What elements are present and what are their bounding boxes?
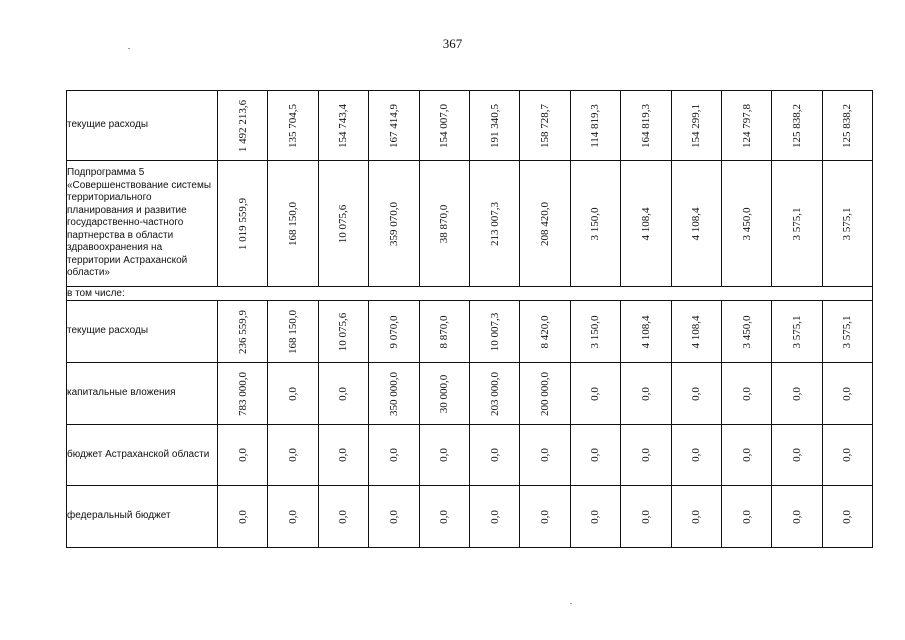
- value-text: 0,0: [387, 448, 400, 462]
- value-cell: [520, 161, 570, 287]
- value-text: 124 797,8: [740, 103, 753, 148]
- value-text: 0,0: [589, 386, 602, 401]
- value-text: 1 492 213,6: [236, 99, 249, 152]
- value-cell: [469, 301, 519, 363]
- value-text: 3 150,0: [589, 315, 602, 348]
- value-text: 168 150,0: [287, 201, 300, 246]
- value-cell: [621, 425, 671, 486]
- value-text: 1 019 559,9: [236, 197, 249, 250]
- value-cell: [469, 363, 519, 425]
- value-cell: [520, 363, 570, 425]
- value-cell: [671, 301, 721, 363]
- value-cell: [721, 301, 771, 363]
- value-cell: [822, 301, 872, 363]
- value-text: 4 108,4: [690, 207, 703, 240]
- value-text: 10 075,6: [337, 204, 350, 243]
- value-cell: [822, 363, 872, 425]
- value-cell: [369, 425, 419, 486]
- value-cell: [772, 301, 822, 363]
- value-cell: [218, 161, 268, 287]
- value-text: 125 838,2: [841, 103, 854, 148]
- value-cell: [318, 363, 368, 425]
- value-cell: [721, 161, 771, 287]
- value-cell: [369, 91, 419, 161]
- value-text: 0,0: [387, 509, 400, 524]
- value-text: 0,0: [639, 509, 652, 524]
- value-cell: [268, 301, 318, 363]
- value-text: 0,0: [539, 448, 552, 462]
- value-text: 125 838,2: [790, 103, 803, 148]
- value-text: 0,0: [740, 509, 753, 524]
- value-text: 8 420,0: [539, 315, 552, 348]
- value-text: 783 000,0: [236, 371, 249, 416]
- value-text: 0,0: [790, 386, 803, 401]
- value-text: 0,0: [790, 509, 803, 524]
- value-text: 200 000,0: [539, 371, 552, 416]
- value-text: 3 450,0: [740, 207, 753, 240]
- value-cell: [772, 363, 822, 425]
- value-text: 158 728,7: [539, 103, 552, 148]
- value-cell: [469, 425, 519, 486]
- value-text: 191 340,5: [488, 103, 501, 148]
- value-cell: [369, 301, 419, 363]
- value-text: 0,0: [690, 509, 703, 524]
- value-text: 213 007,3: [488, 201, 501, 246]
- value-text: 38 870,0: [438, 204, 451, 243]
- value-text: 203 000,0: [488, 371, 501, 416]
- value-cell: [822, 161, 872, 287]
- value-cell: [318, 301, 368, 363]
- value-text: 9 070,0: [387, 315, 400, 348]
- value-text: 0,0: [539, 509, 552, 524]
- value-text: 0,0: [488, 448, 501, 462]
- value-text: 30 000,0: [438, 374, 451, 413]
- value-cell: [520, 425, 570, 486]
- value-cell: [621, 161, 671, 287]
- value-text: 0,0: [438, 448, 451, 462]
- value-cell: [318, 91, 368, 161]
- value-text: 4 108,4: [639, 207, 652, 240]
- value-text: 168 150,0: [287, 309, 300, 354]
- value-text: 3 450,0: [740, 315, 753, 348]
- value-text: 0,0: [690, 448, 703, 462]
- value-cell: [822, 486, 872, 548]
- value-cell: [721, 486, 771, 548]
- value-cell: [318, 486, 368, 548]
- value-text: 167 414,9: [387, 103, 400, 148]
- value-text: 3 575,1: [841, 207, 854, 240]
- row-label: федеральный бюджет: [67, 486, 218, 548]
- value-text: 0,0: [841, 448, 854, 462]
- value-cell: [218, 425, 268, 486]
- value-text: 154 299,1: [690, 103, 703, 148]
- value-cell: [469, 161, 519, 287]
- value-text: 350 000,0: [387, 371, 400, 416]
- value-cell: [621, 301, 671, 363]
- value-text: 3 575,1: [790, 207, 803, 240]
- value-cell: [570, 486, 620, 548]
- value-text: 0,0: [438, 509, 451, 524]
- value-text: 0,0: [337, 509, 350, 524]
- value-cell: [419, 486, 469, 548]
- value-cell: [772, 91, 822, 161]
- scan-speck: [570, 603, 572, 604]
- value-cell: [570, 301, 620, 363]
- value-text: 0,0: [236, 509, 249, 524]
- table-row: [67, 301, 873, 363]
- value-cell: [621, 91, 671, 161]
- value-cell: [268, 91, 318, 161]
- value-text: 0,0: [841, 386, 854, 401]
- value-text: 10 007,3: [488, 312, 501, 351]
- value-text: 0,0: [639, 448, 652, 462]
- value-cell: [621, 363, 671, 425]
- value-text: 0,0: [841, 509, 854, 524]
- value-cell: [218, 301, 268, 363]
- value-text: 0,0: [287, 386, 300, 401]
- value-cell: [621, 486, 671, 548]
- value-text: 154 007,0: [438, 103, 451, 148]
- value-text: 208 420,0: [539, 201, 552, 246]
- value-cell: [671, 161, 721, 287]
- value-cell: [419, 425, 469, 486]
- value-text: 3 575,1: [790, 315, 803, 348]
- value-cell: [318, 161, 368, 287]
- table-row: [67, 287, 873, 301]
- value-cell: [721, 91, 771, 161]
- value-cell: [520, 301, 570, 363]
- value-text: 0,0: [639, 386, 652, 401]
- value-text: 135 704,5: [287, 103, 300, 148]
- row-label: текущие расходы: [67, 91, 218, 161]
- value-cell: [218, 91, 268, 161]
- value-cell: [772, 161, 822, 287]
- value-cell: [369, 363, 419, 425]
- value-text: 8 870,0: [438, 315, 451, 348]
- value-cell: [369, 486, 419, 548]
- value-text: 4 108,4: [690, 315, 703, 348]
- row-label: текущие расходы: [67, 301, 218, 363]
- value-cell: [318, 425, 368, 486]
- value-cell: [419, 161, 469, 287]
- value-cell: [369, 161, 419, 287]
- value-text: 0,0: [287, 448, 300, 462]
- value-text: 3 575,1: [841, 315, 854, 348]
- value-cell: [469, 486, 519, 548]
- table-row: [67, 91, 873, 161]
- value-cell: [772, 425, 822, 486]
- value-cell: [268, 363, 318, 425]
- value-cell: [218, 363, 268, 425]
- value-text: 4 108,4: [639, 315, 652, 348]
- value-text: 0,0: [236, 448, 249, 462]
- table-row: [67, 425, 873, 486]
- table-row: [67, 161, 873, 287]
- value-text: 0,0: [740, 386, 753, 401]
- table-row: [67, 363, 873, 425]
- table-row: [67, 486, 873, 548]
- value-text: 0,0: [740, 448, 753, 462]
- value-cell: [671, 425, 721, 486]
- value-cell: [570, 425, 620, 486]
- value-text: 0,0: [790, 448, 803, 462]
- value-text: 359 070,0: [387, 201, 400, 246]
- value-text: 0,0: [337, 448, 350, 462]
- value-cell: [419, 91, 469, 161]
- value-text: 3 150,0: [589, 207, 602, 240]
- value-cell: [721, 425, 771, 486]
- value-cell: [671, 91, 721, 161]
- value-cell: [822, 425, 872, 486]
- value-cell: [570, 363, 620, 425]
- value-cell: [419, 363, 469, 425]
- value-text: 236 559,9: [236, 309, 249, 354]
- value-cell: [419, 301, 469, 363]
- value-text: 0,0: [287, 509, 300, 524]
- value-text: 114 819,3: [589, 103, 602, 148]
- row-label: Подпрограмма 5 «Совершенствование системы территориального планирования и развитие государственно-частного партнерства в области здравоохранения на территории Астраханской области»: [67, 161, 218, 287]
- row-label: капитальные вложения: [67, 363, 218, 425]
- scan-speck: [128, 48, 130, 49]
- value-text: 0,0: [488, 509, 501, 524]
- value-cell: [469, 91, 519, 161]
- value-text: 0,0: [589, 448, 602, 462]
- value-text: 0,0: [589, 509, 602, 524]
- value-cell: [520, 91, 570, 161]
- value-cell: [520, 486, 570, 548]
- row-label: бюджет Астраханской области: [67, 425, 218, 486]
- section-label: в том числе:: [67, 287, 873, 301]
- value-text: 154 743,4: [337, 103, 350, 148]
- value-cell: [570, 161, 620, 287]
- value-text: 0,0: [337, 386, 350, 401]
- page-number: 367: [442, 36, 463, 51]
- value-cell: [268, 486, 318, 548]
- value-cell: [772, 486, 822, 548]
- value-cell: [268, 161, 318, 287]
- value-cell: [218, 486, 268, 548]
- value-cell: [822, 91, 872, 161]
- value-cell: [570, 91, 620, 161]
- value-cell: [671, 363, 721, 425]
- value-text: 0,0: [690, 386, 703, 401]
- value-text: 10 075,6: [337, 312, 350, 351]
- budget-table: [66, 90, 873, 548]
- value-text: 164 819,3: [639, 103, 652, 148]
- value-cell: [268, 425, 318, 486]
- value-cell: [721, 363, 771, 425]
- value-cell: [671, 486, 721, 548]
